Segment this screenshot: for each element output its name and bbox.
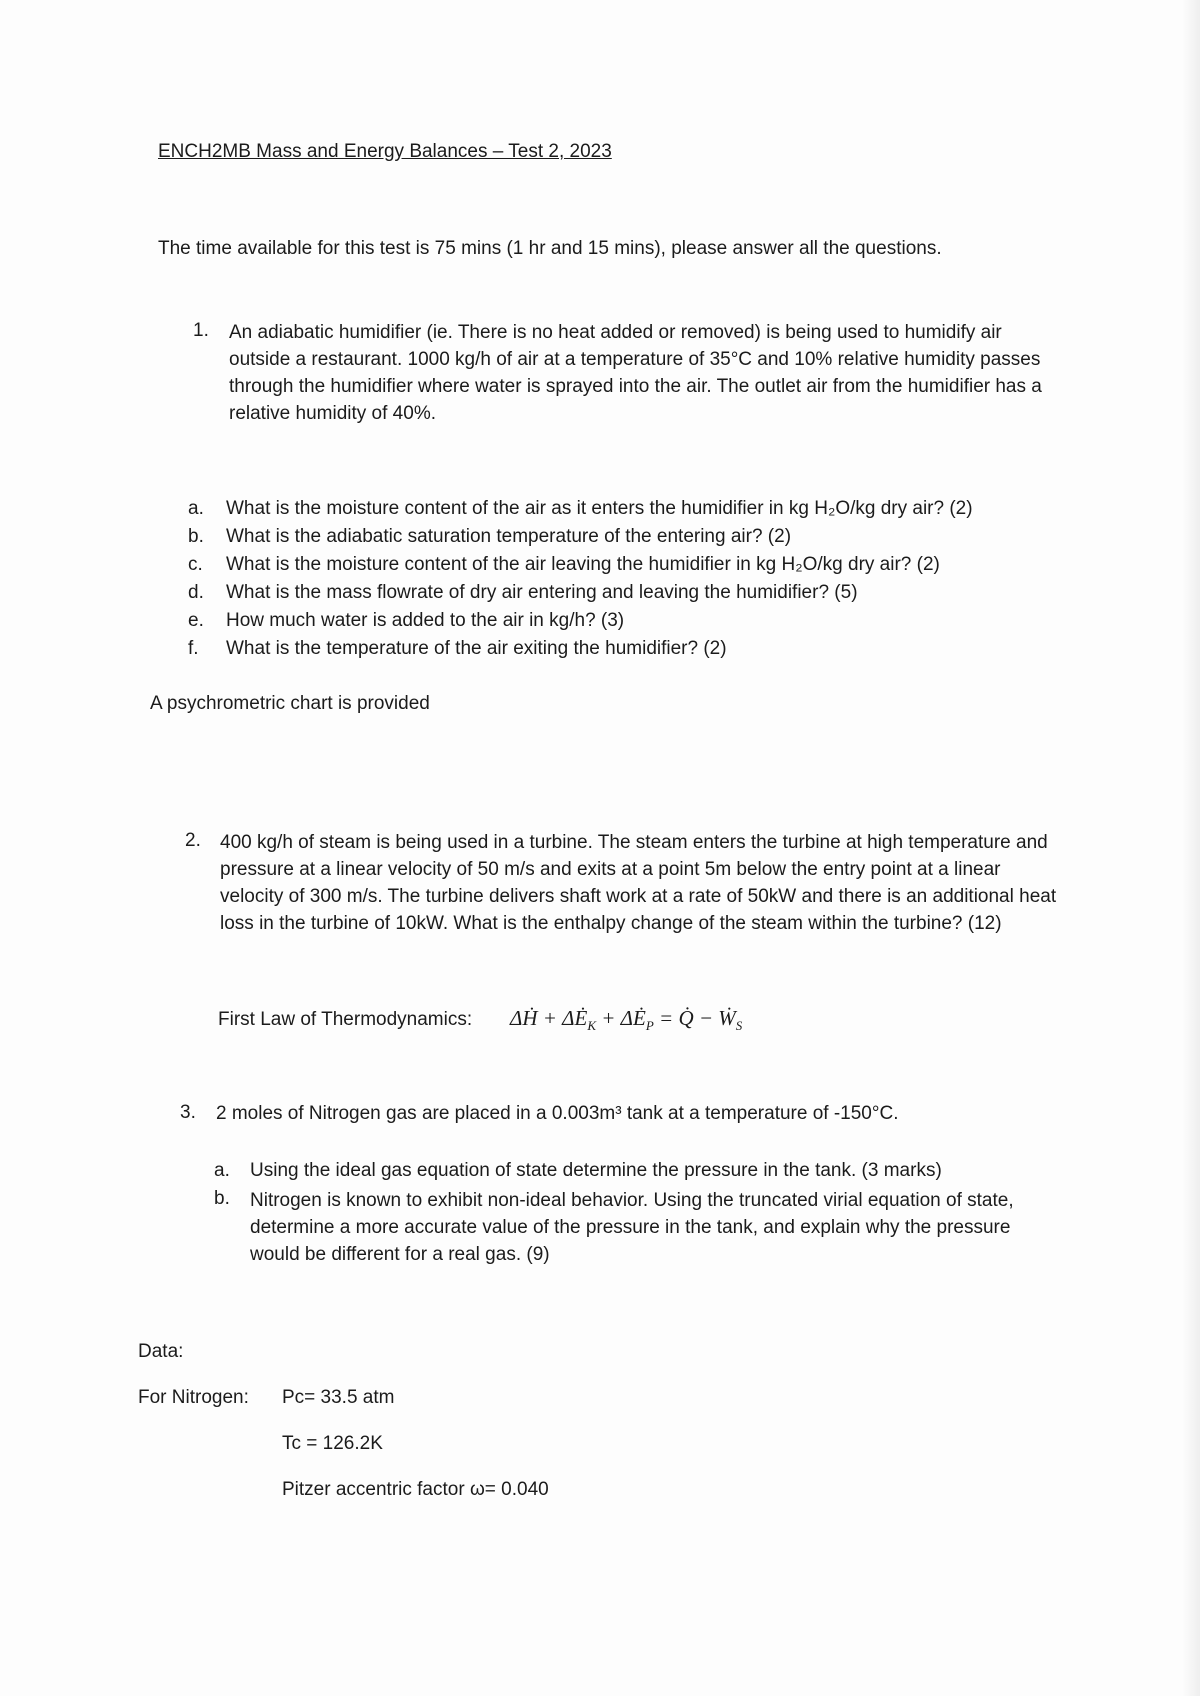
data-heading: Data: <box>138 1341 184 1362</box>
q1-text: An adiabatic humidifier (ie. There is no heat added or removed) is being used to humidify air outside a restaurant. 1000 kg/h of air at a temperature of 35°C and 10% relative humidity passes through the humidifier where water is sprayed into the air. The outlet air from the humidifier has a relative humidity of 40%. <box>229 322 1042 424</box>
part-label: b. <box>188 526 204 547</box>
intro-text: The time available for this test is 75 mins (1 hr and 15 mins), please answer all the questions. <box>158 238 942 259</box>
q3-part-b-label: b. <box>214 1188 230 1209</box>
data-omega: Pitzer accentric factor ω= 0.040 <box>282 1479 549 1500</box>
part-label: a. <box>188 498 204 519</box>
part-text: What is the adiabatic saturation temperature of the entering air? (2) <box>226 526 792 547</box>
part-text: What is the moisture content of the air as it enters the humidifier in kg H₂O/kg dry air? (2) <box>226 498 973 519</box>
q3-part-b-text: Nitrogen is known to exhibit non-ideal behavior. Using the truncated virial equation of state, determine a more accurate value of the pressure in the tank, and explain why the pressure would be different for a real gas. (9) <box>250 1190 1014 1265</box>
q1-number: 1. <box>193 320 209 341</box>
part-label: c. <box>188 554 203 575</box>
part-text: What is the moisture content of the air leaving the humidifier in kg H₂O/kg dry air? (2) <box>226 554 940 575</box>
part-text: How much water is added to the air in kg/h? (3) <box>226 610 625 631</box>
first-law-formula: ΔḢ + $\Delta Ė_K$ + $\Delta Ė_P$ = Q̇ − Ẇ$_S$ <box>510 1006 743 1034</box>
part-text: What is the temperature of the air exiting the humidifier? (2) <box>226 638 727 659</box>
q3-text: 2 moles of Nitrogen gas are placed in a 0.003m³ tank at a temperature of -150°C. <box>216 1103 899 1124</box>
part-label: d. <box>188 582 204 603</box>
q3-number: 3. <box>180 1102 196 1123</box>
q2-text: 400 kg/h of steam is being used in a turbine. The steam enters the turbine at high temperature and pressure at a linear velocity of 50 m/s and exits at a point 5m below the entry point at a linear velocity of 300 m/s. The turbine delivers shaft work at a rate of 50kW and there is an additional heat loss in the turbine of 10kW. What is the enthalpy change of the steam within the turbine? (12) <box>220 832 1057 934</box>
page-edge-shadow <box>1182 0 1200 1696</box>
q1-note: A psychrometric chart is provided <box>150 693 430 714</box>
part-label: a. <box>214 1160 230 1181</box>
part-text: Using the ideal gas equation of state determine the pressure in the tank. (3 marks) <box>250 1160 942 1181</box>
data-for-label: For Nitrogen: <box>138 1387 249 1408</box>
part-label: e. <box>188 610 204 631</box>
first-law-label: First Law of Thermodynamics: <box>218 1009 473 1030</box>
page-title: ENCH2MB Mass and Energy Balances – Test 2, 2023 <box>158 141 612 162</box>
part-text: What is the mass flowrate of dry air entering and leaving the humidifier? (5) <box>226 582 858 603</box>
data-tc: Tc = 126.2K <box>282 1433 383 1454</box>
q2-number: 2. <box>185 830 201 851</box>
data-pc: Pc= 33.5 atm <box>282 1387 395 1408</box>
part-label: f. <box>188 638 199 659</box>
